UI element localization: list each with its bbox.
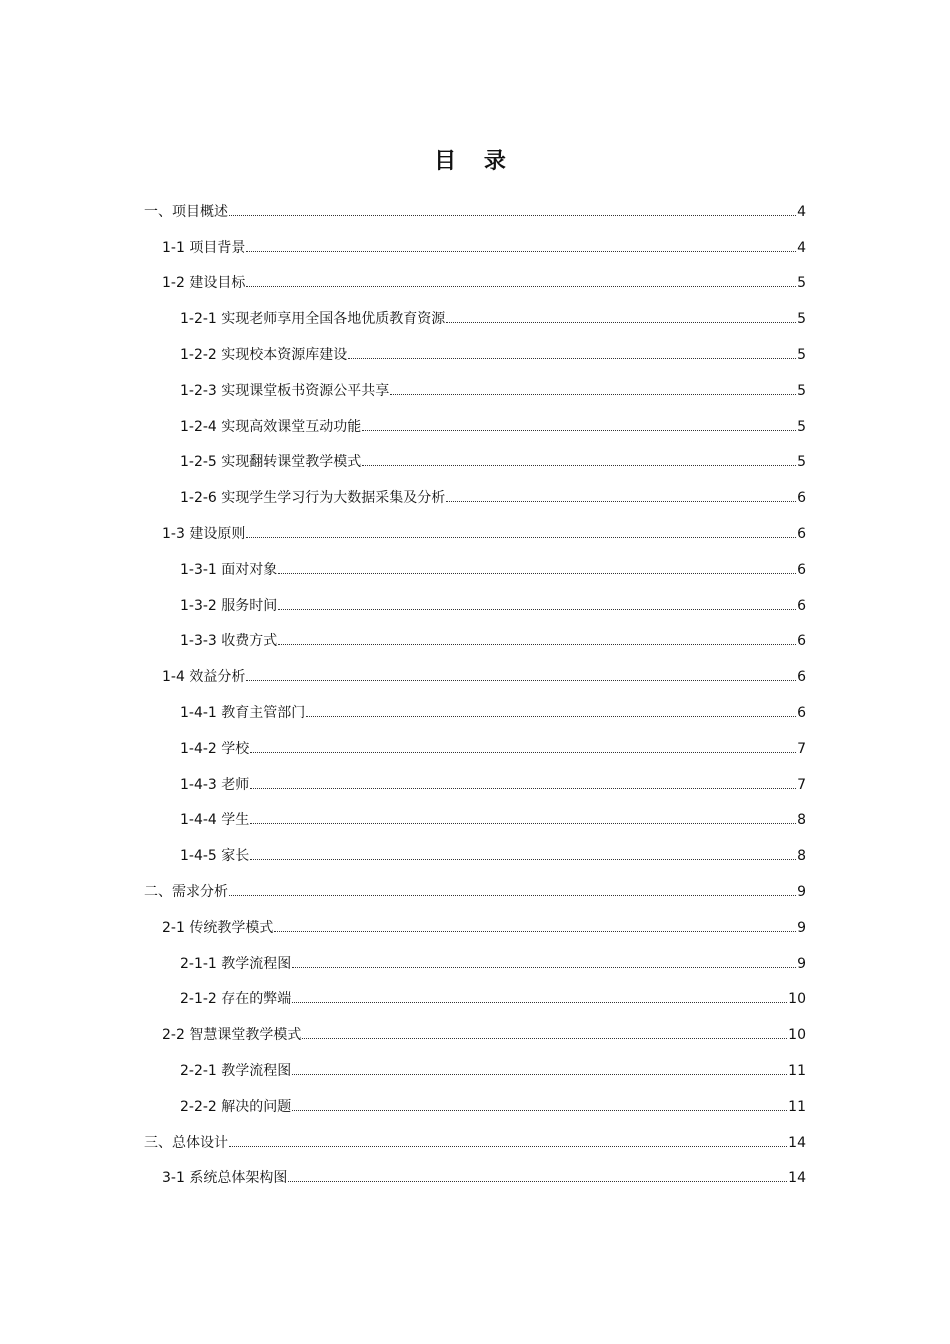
toc-page-number[interactable]: 8 — [797, 848, 806, 865]
toc-page-number[interactable]: 9 — [797, 955, 806, 972]
toc-page-number[interactable]: 6 — [797, 490, 806, 507]
toc-entry-row — [162, 274, 806, 292]
toc-entry-text[interactable]: 2-1-1 教学流程图 — [180, 955, 292, 972]
toc-dot-leader — [278, 597, 796, 610]
toc-entry-row — [180, 310, 806, 328]
toc-entry[interactable] — [0, 1161, 950, 1197]
toc-entry-row — [162, 919, 806, 937]
toc-entry[interactable] — [0, 874, 950, 910]
toc-entry-text[interactable]: 一、项目概述 — [144, 203, 228, 220]
toc-dot-leader — [246, 274, 796, 287]
toc-entry-row — [180, 1062, 806, 1080]
toc-entry[interactable] — [0, 838, 950, 874]
toc-dot-leader — [278, 632, 796, 645]
toc-page-number[interactable]: 11 — [788, 1063, 806, 1080]
toc-entry-row — [144, 1134, 806, 1152]
toc-page-number[interactable]: 5 — [797, 347, 806, 364]
toc-entry-row — [144, 203, 806, 221]
toc-page-number[interactable]: 5 — [797, 311, 806, 328]
toc-entry-row — [180, 847, 806, 865]
toc-entry[interactable] — [0, 1053, 950, 1089]
toc-dot-leader — [362, 453, 796, 466]
toc-dot-leader — [390, 382, 796, 395]
toc-entry-text[interactable]: 1-2-2 实现校本资源库建设 — [180, 347, 348, 364]
toc-page-number[interactable]: 9 — [797, 884, 806, 901]
toc-entry[interactable] — [0, 552, 950, 588]
toc-entry-row — [180, 1098, 806, 1116]
toc-dot-leader — [246, 525, 796, 538]
toc-page-number[interactable]: 11 — [788, 1098, 806, 1115]
toc-entry[interactable] — [0, 194, 950, 230]
toc-entry-row — [180, 632, 806, 650]
toc-entry[interactable] — [0, 624, 950, 660]
toc-entry-text[interactable]: 1-4-4 学生 — [180, 812, 250, 829]
toc-page-number[interactable]: 6 — [797, 597, 806, 614]
toc-entry-text[interactable]: 1-4-3 老师 — [180, 776, 250, 793]
toc-entry-text[interactable]: 1-2 建设目标 — [162, 275, 246, 292]
toc-entry[interactable] — [0, 946, 950, 982]
toc-entry-text[interactable]: 2-1 传统教学模式 — [162, 919, 274, 936]
toc-entry-row — [180, 704, 806, 722]
toc-entry-row — [180, 453, 806, 471]
toc-entry[interactable] — [0, 767, 950, 803]
toc-entry-row — [180, 561, 806, 579]
toc-entry-text[interactable]: 2-1-2 存在的弊端 — [180, 991, 292, 1008]
toc-entry[interactable] — [0, 982, 950, 1018]
toc-page-number[interactable]: 5 — [797, 418, 806, 435]
toc-entry-row — [162, 525, 806, 543]
toc-entry-row — [180, 776, 806, 794]
toc-dot-leader — [292, 1098, 787, 1111]
toc-entry[interactable] — [0, 910, 950, 946]
toc-page-number[interactable]: 6 — [797, 561, 806, 578]
toc-entry-text[interactable]: 1-3-2 服务时间 — [180, 597, 278, 614]
toc-entry-row — [180, 955, 806, 973]
toc-entry-text[interactable]: 3-1 系统总体架构图 — [162, 1170, 288, 1187]
toc-entry[interactable] — [0, 409, 950, 445]
toc-page-number[interactable]: 5 — [797, 382, 806, 399]
toc-entry[interactable] — [0, 266, 950, 302]
toc-entry[interactable] — [0, 659, 950, 695]
toc-entry-text[interactable]: 1-4-5 家长 — [180, 848, 250, 865]
toc-entry-text[interactable]: 三、总体设计 — [144, 1134, 228, 1151]
toc-dot-leader — [229, 203, 796, 216]
toc-dot-leader — [274, 919, 796, 932]
toc-page-number[interactable]: 6 — [797, 526, 806, 543]
toc-dot-leader — [278, 561, 796, 574]
toc-page-number[interactable]: 14 — [788, 1134, 806, 1151]
toc-dot-leader — [250, 740, 796, 753]
toc-entry-text[interactable]: 2-2-1 教学流程图 — [180, 1063, 292, 1080]
toc-entry-text[interactable]: 1-3-3 收费方式 — [180, 633, 278, 650]
toc-entry[interactable] — [0, 480, 950, 516]
toc-dot-leader — [246, 239, 796, 252]
toc-entry-text[interactable]: 1-2-5 实现翻转课堂教学模式 — [180, 454, 362, 471]
toc-entry-row — [180, 382, 806, 400]
toc-entry[interactable] — [0, 695, 950, 731]
toc-entry-text[interactable]: 二、需求分析 — [144, 884, 228, 901]
toc-entry-text[interactable]: 1-2-1 实现老师享用全国各地优质教育资源 — [180, 311, 446, 328]
toc-entry[interactable] — [0, 445, 950, 481]
toc-entry-text[interactable]: 2-2-2 解决的问题 — [180, 1098, 292, 1115]
toc-page-number[interactable]: 7 — [797, 776, 806, 793]
toc-dot-leader — [250, 847, 796, 860]
toc-entry[interactable] — [0, 516, 950, 552]
toc-dot-leader — [292, 1062, 787, 1075]
toc-entry-row — [180, 990, 806, 1008]
toc-entry-row — [162, 668, 806, 686]
toc-page-number[interactable]: 14 — [788, 1170, 806, 1187]
toc-dot-leader — [229, 1134, 787, 1147]
table-of-contents — [0, 194, 950, 1196]
toc-entry-row — [180, 346, 806, 364]
toc-page-number[interactable]: 6 — [797, 705, 806, 722]
toc-page-number[interactable]: 5 — [797, 275, 806, 292]
toc-entry[interactable] — [0, 230, 950, 266]
toc-entry[interactable] — [0, 1017, 950, 1053]
toc-entry-row — [180, 597, 806, 615]
toc-entry-row — [162, 239, 806, 257]
toc-dot-leader — [362, 418, 796, 431]
toc-page-number[interactable]: 8 — [797, 812, 806, 829]
toc-dot-leader — [302, 1026, 787, 1039]
toc-entry-text[interactable]: 1-4-2 学校 — [180, 740, 250, 757]
toc-page-number[interactable]: 9 — [797, 919, 806, 936]
toc-dot-leader — [250, 811, 796, 824]
toc-entry[interactable] — [0, 1089, 950, 1125]
toc-entry-text[interactable]: 1-2-6 实现学生学习行为大数据采集及分析 — [180, 490, 446, 507]
toc-entry-row — [162, 1026, 806, 1044]
toc-page-number[interactable]: 4 — [797, 239, 806, 256]
toc-dot-leader — [446, 489, 796, 502]
toc-page-number[interactable]: 7 — [797, 740, 806, 757]
toc-entry[interactable] — [0, 337, 950, 373]
toc-page-number[interactable]: 4 — [797, 203, 806, 220]
toc-dot-leader — [292, 955, 796, 968]
toc-entry[interactable] — [0, 301, 950, 337]
toc-dot-leader — [288, 1169, 787, 1182]
toc-entry[interactable] — [0, 731, 950, 767]
toc-dot-leader — [446, 310, 796, 323]
toc-entry-text[interactable]: 1-2-3 实现课堂板书资源公平共享 — [180, 382, 390, 399]
toc-title: 目 录 — [434, 149, 516, 174]
toc-entry-text[interactable]: 1-3-1 面对对象 — [180, 561, 278, 578]
toc-dot-leader — [292, 990, 787, 1003]
toc-page-number[interactable]: 6 — [797, 633, 806, 650]
toc-entry-text[interactable]: 2-2 智慧课堂教学模式 — [162, 1027, 302, 1044]
toc-entry-text[interactable]: 1-4-1 教育主管部门 — [180, 705, 306, 722]
toc-entry-text[interactable]: 1-2-4 实现高效课堂互动功能 — [180, 418, 362, 435]
toc-entry-text[interactable]: 1-4 效益分析 — [162, 669, 246, 686]
toc-dot-leader — [306, 704, 796, 717]
toc-page-number[interactable]: 5 — [797, 454, 806, 471]
toc-entry[interactable] — [0, 803, 950, 839]
toc-entry-row — [180, 489, 806, 507]
toc-entry-text[interactable]: 1-3 建设原则 — [162, 526, 246, 543]
toc-dot-leader — [229, 883, 796, 896]
toc-dot-leader — [246, 668, 796, 681]
toc-entry[interactable] — [0, 1125, 950, 1161]
toc-entry-row — [180, 418, 806, 436]
toc-entry-row — [180, 740, 806, 758]
toc-dot-leader — [250, 776, 796, 789]
toc-entry[interactable] — [0, 373, 950, 409]
toc-dot-leader — [348, 346, 796, 359]
toc-page-number[interactable]: 10 — [788, 1027, 806, 1044]
toc-entry-row — [180, 811, 806, 829]
toc-page-number[interactable]: 6 — [797, 669, 806, 686]
toc-entry[interactable] — [0, 588, 950, 624]
toc-entry-text[interactable]: 1-1 项目背景 — [162, 239, 246, 256]
toc-entry-row — [144, 883, 806, 901]
toc-page-number[interactable]: 10 — [788, 991, 806, 1008]
toc-entry-row — [162, 1169, 806, 1187]
